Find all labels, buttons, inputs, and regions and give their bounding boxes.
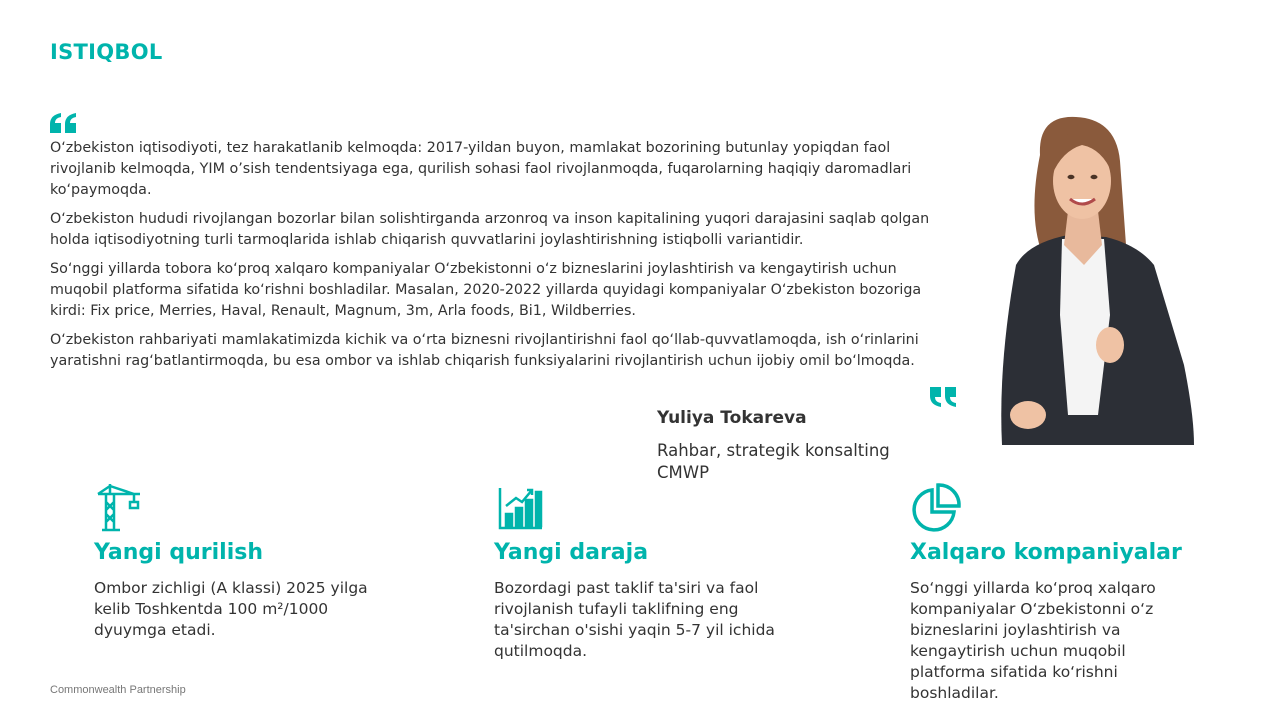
quote-close-icon (930, 387, 958, 407)
author-portrait (998, 115, 1234, 445)
author-name: Yuliya Tokareva (657, 408, 807, 428)
quote-paragraph: O‘zbekiston hududi rivojlangan bozorlar bilan solishtirganda arzonroq va inson kapitalining yuqori darajasini saqlab qolgan holda iqtisodiyotning turli tarmoqlarida ishlab chiqarish quvvatlarini joylashtirishning istiqbolli variantidir. (50, 211, 930, 248)
feature-new-construction (94, 482, 368, 639)
quote-text (50, 138, 955, 380)
quote-paragraph: O‘zbekiston iqtisodiyoti, tez harakatlanib kelmoqda: 2017-yildan buyon, mamlakat bozorining butunlay yopiqdan faol rivojlanib kelmoqda, YIM o’sish tendentsiyaga ega, qurilish sohasi faol rivojlanmoqda, fuqarolarning haqiqiy daromadlari ko‘paymoqda. (50, 140, 912, 198)
page-title: ISTIQBOL (50, 40, 163, 64)
author-role: Rahbar, strategik konsalting CMWP (657, 441, 890, 482)
footer-brand: Commonwealth Partnership (50, 684, 186, 696)
crane-icon (94, 482, 146, 534)
quote-open-icon (50, 113, 78, 133)
feature-title: Yangi qurilish (94, 540, 264, 565)
feature-international-companies (910, 482, 1182, 702)
feature-description: Ombor zichligi (A klassi) 2025 yilga kelib Toshkentda 100 m²/1000 dyuymga etadi. (94, 579, 368, 639)
feature-title: Xalqaro kompaniyalar (910, 540, 1182, 565)
feature-description: Bozordagi past taklif ta'siri va faol rivojlanish tufayli taklifning eng ta'sirchan o'sishi yaqin 5-7 yil ichida qutilmoqda. (494, 579, 775, 660)
quote-paragraph: O‘zbekiston rahbariyati mamlakatimizda kichik va o‘rta biznesni rivojlantirishni faol qo‘llab-quvvatlamoqda, ish o‘rinlarini yaratishni rag‘batlantirmoqda, bu esa ombor va ishlab chiqarish funksiyalarini rivojlantirish uchun ijobiy omil bo‘lmoqda. (50, 332, 919, 369)
feature-title: Yangi daraja (494, 540, 649, 565)
quote-paragraph: So‘nggi yillarda tobora ko‘proq xalqaro kompaniyalar O‘zbekistonni o‘z bizneslarini joylashtirish va kengaytirish uchun muqobil platforma sifatida ko‘rishni boshladilar. Masalan, 2020-2022 yillarda quyidagi kompaniyalar O‘zbekiston bozoriga kirdi: Fix price, Merries, Haval, Renault, Magnum, 3m, Arla foods, Bi1, Wildberries. (50, 261, 922, 319)
growth-chart-icon (494, 482, 546, 534)
feature-description: So‘nggi yillarda ko‘proq xalqaro kompaniyalar O‘zbekistonni o‘z bizneslarini joylashtirish va kengaytirish uchun muqobil platforma sifatida ko‘rishni boshladilar. (910, 579, 1156, 702)
feature-new-level (494, 482, 775, 660)
pie-chart-icon (910, 482, 962, 534)
